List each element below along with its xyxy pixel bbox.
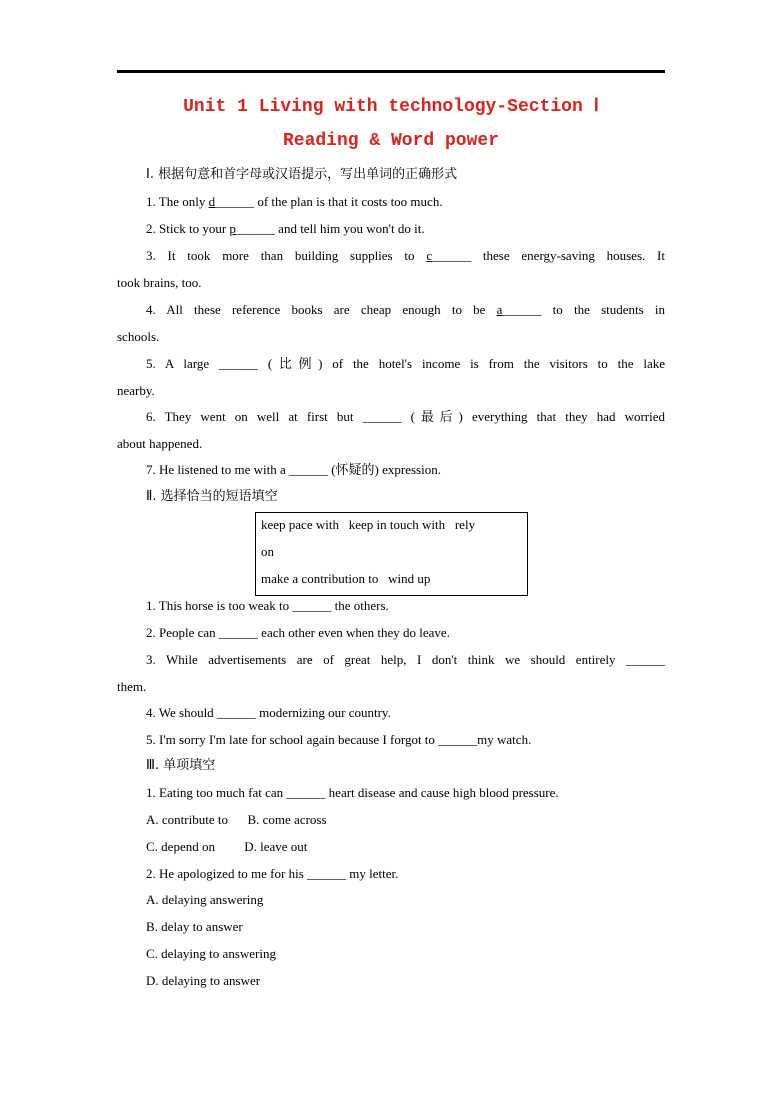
question-2-3: 3. While advertisements are of great help, I don't think we should entirely ______ (146, 652, 665, 667)
phrase-box-line: make a contribution to wind up (261, 571, 431, 586)
top-rule (117, 70, 665, 73)
question-1-3 (117, 248, 665, 264)
question-1-4-cont: schools. (117, 329, 160, 344)
question-text: 4. All these reference books are cheap enough to be (146, 302, 497, 317)
question-1-3-cont: took brains, too. (117, 275, 202, 290)
question-1-6-cont: about happened. (117, 436, 203, 451)
phrase-box (255, 512, 528, 596)
phrase-box-line: keep pace with keep in touch with rely (261, 517, 476, 532)
question-3-1-options-cd: C. depend on D. leave out (146, 839, 308, 854)
question-2-2: 2. People can ______ each other even when they do leave. (146, 625, 450, 640)
question-2-1: 1. This horse is too weak to ______ the others. (146, 598, 389, 613)
question-1-4 (117, 302, 665, 318)
question-text: 2. Stick to your (146, 221, 230, 236)
question-1-1 (146, 194, 443, 210)
question-3-2-option-c: C. delaying to answering (146, 946, 276, 961)
hint-letter: d (208, 194, 216, 209)
question-3-1: 1. Eating too much fat can ______ heart disease and cause high blood pressure. (146, 785, 559, 800)
section-1-heading: Ⅰ. 根据句意和首字母或汉语提示，写出单词的正确形式 (146, 167, 458, 182)
question-2-5: 5. I'm sorry I'm late for school again because I forgot to ______my watch. (146, 732, 532, 747)
hint-letter: p (229, 221, 236, 236)
section-3-heading: Ⅲ. 单项填空 (146, 758, 216, 773)
question-1-7: 7. He listened to me with a ______ (怀疑的) expression. (146, 462, 441, 477)
hint-letter: a (496, 302, 503, 317)
question-text: 3. It took more than building supplies to (146, 248, 427, 263)
question-2-3-cont: them. (117, 679, 147, 694)
question-text: 1. The only (146, 194, 209, 209)
question-1-6: 6. They went on well at first but ______ (最后) everything that they had worried (146, 409, 665, 424)
question-1-5: 5. A large ______ (比例) of the hotel's income is from the visitors to the lake (146, 356, 665, 371)
page-title: Unit 1 Living with technology-Section Ⅰ (183, 97, 599, 117)
question-text: ______ and tell him you won't do it. (235, 221, 425, 236)
question-text: ______ of the plan is that it costs too much. (215, 194, 443, 209)
question-3-2-option-b: B. delay to answer (146, 919, 243, 934)
question-1-5-cont: nearby. (117, 383, 155, 398)
question-2-4: 4. We should ______ modernizing our country. (146, 705, 391, 720)
section-2-heading: Ⅱ. 选择恰当的短语填空 (146, 489, 278, 504)
phrase-box-line: on (261, 544, 274, 559)
question-text: ______ these energy-saving houses. It (432, 248, 665, 263)
question-1-2 (146, 221, 425, 237)
question-3-1-options-ab: A. contribute to B. come across (146, 812, 327, 827)
page-subtitle: Reading & Word power (282, 131, 500, 151)
question-3-2: 2. He apologized to me for his ______ my letter. (146, 866, 399, 881)
question-3-2-option-d: D. delaying to answer (146, 973, 261, 988)
question-text: ______ to the students in (502, 302, 666, 317)
hint-letter: c (426, 248, 433, 263)
question-3-2-option-a: A. delaying answering (146, 892, 264, 907)
